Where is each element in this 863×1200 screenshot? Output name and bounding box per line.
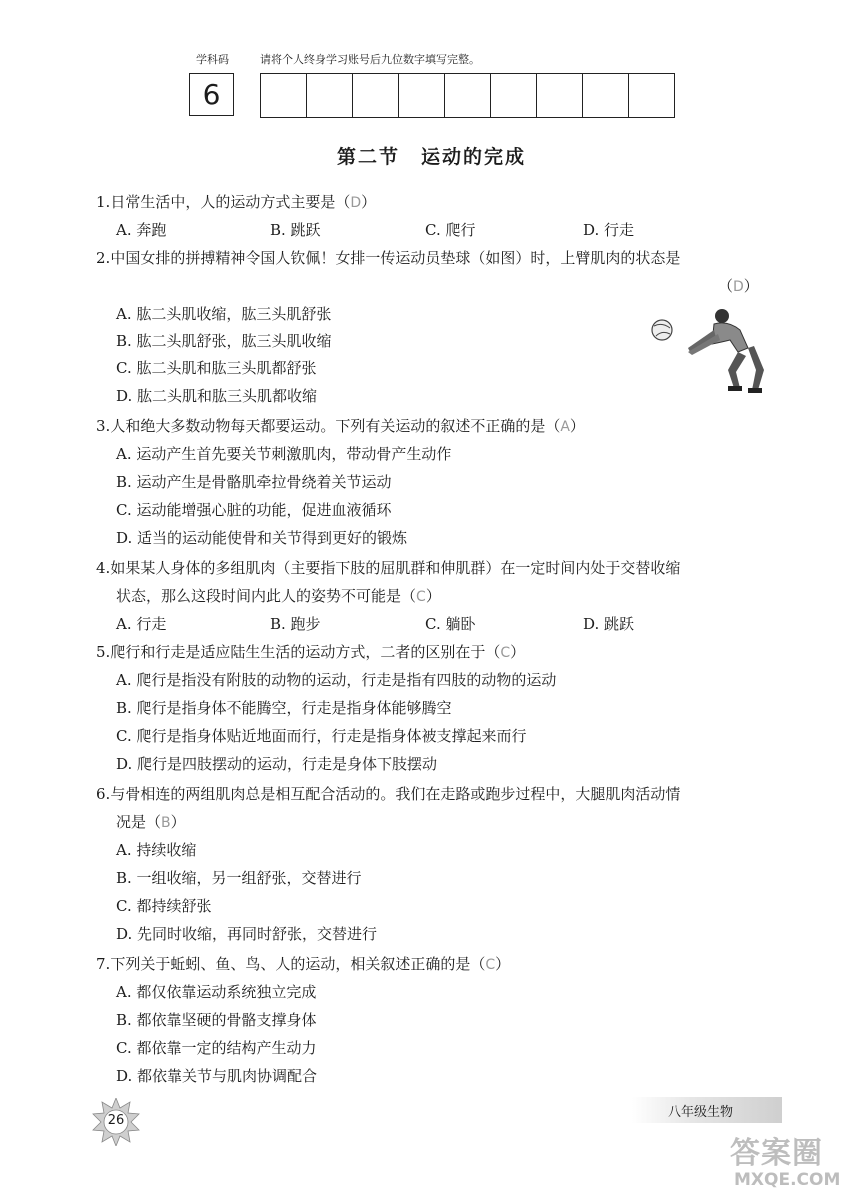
question-number: 1. (96, 193, 111, 211)
question-number: 7. (96, 955, 111, 973)
question-text: 况是 (116, 813, 147, 831)
page-number: 26 (107, 1113, 125, 1128)
question-text: 状态，那么这段时间内此人的姿势不可能是 (116, 587, 402, 605)
option: C. 躺卧 (425, 615, 476, 633)
option: C. 运动能增强心脏的功能，促进血液循环 (116, 501, 392, 519)
question-text: 下列关于蚯蚓、鱼、鸟、人的运动，相关叙述正确的是 (110, 955, 471, 973)
account-digit-box[interactable] (491, 73, 537, 118)
option: C. 爬行是指身体贴近地面而行，行走是指身体被支撑起来而行 (116, 727, 527, 745)
option: A. 爬行是指没有附肢的动物的运动，行走是指有四肢的动物的运动 (116, 671, 557, 689)
question-number: 6. (96, 785, 111, 803)
option: D. 先同时收缩，再同时舒张，交替进行 (116, 925, 378, 943)
option: B. 跳跃 (270, 221, 321, 239)
question-7-stem: 7.下列关于蚯蚓、鱼、鸟、人的运动，相关叙述正确的是（C） (96, 955, 511, 973)
option: D. 跳跃 (583, 615, 635, 633)
question-6-stem (96, 784, 680, 804)
option: D. 适当的运动能使骨和关节得到更好的锻炼 (116, 529, 408, 547)
answer-mark: C (500, 645, 511, 661)
volleyball-player-illustration (650, 300, 770, 395)
subject-code-box: 6 (189, 73, 234, 116)
question-number: 2. (96, 249, 111, 267)
answer-mark: C (485, 957, 496, 973)
account-digit-box[interactable] (445, 73, 491, 118)
answer-mark: D (733, 279, 744, 295)
option: B. 跑步 (270, 615, 321, 633)
question-1-stem: 1.日常生活中，人的运动方式主要是（D） (96, 193, 377, 211)
option: B. 爬行是指身体不能腾空，行走是指身体能够腾空 (116, 699, 452, 717)
account-digit-box[interactable] (261, 73, 307, 118)
question-text: 人和绝大多数动物每天都要运动。下列有关运动的叙述不正确的是 (110, 417, 546, 435)
account-digit-boxes (260, 73, 675, 118)
option: A. 持续收缩 (116, 841, 197, 859)
option: A. 都仅依靠运动系统独立完成 (116, 983, 317, 1001)
option: B. 一组收缩，另一组舒张，交替进行 (116, 869, 362, 887)
volleyball-icon (652, 320, 672, 340)
page-number-badge (92, 1098, 140, 1146)
option: A. 奔跑 (116, 221, 167, 239)
question-text: 中国女排的拼搏精神令国人钦佩！女排一传运动员垫球（如图）时，上臂肌肉的状态是 (110, 249, 681, 267)
option: B. 都依靠坚硬的骨骼支撑身体 (116, 1011, 317, 1029)
question-text: 与骨相连的两组肌肉总是相互配合活动的。我们在走路或跑步过程中，大腿肌肉活动情 (110, 785, 681, 803)
account-digit-box[interactable] (629, 73, 675, 118)
watermark-top: 答案圈 (730, 1136, 823, 1171)
answer-mark: C (416, 589, 426, 605)
answer-bracket: （D） (718, 277, 759, 295)
question-3-stem: 3.人和绝大多数动物每天都要运动。下列有关运动的叙述不正确的是（A） (96, 417, 585, 435)
option: A. 肱二头肌收缩，肱三头肌舒张 (116, 305, 332, 323)
section-title: 第二节 运动的完成 (336, 146, 526, 168)
question-6-stem-cont: 况是（B） (116, 813, 186, 831)
question-5-stem: 5.爬行和行走是适应陆生生活的运动方式，二者的区别在于（C） (96, 643, 526, 661)
account-digit-box[interactable] (537, 73, 583, 118)
answer-mark: A (560, 419, 570, 435)
question-2-stem (96, 248, 680, 268)
question-text: 日常生活中，人的运动方式主要是 (110, 193, 336, 211)
subject-code-label: 学科码 (196, 53, 229, 66)
option: A. 行走 (116, 615, 167, 633)
option: D. 爬行是四肢摆动的运动，行走是身体下肢摆动 (116, 755, 438, 773)
account-digit-box[interactable] (307, 73, 353, 118)
option: D. 行走 (583, 221, 635, 239)
question-number: 3. (96, 417, 111, 435)
option: C. 爬行 (425, 221, 476, 239)
option: B. 运动产生是骨骼肌牵拉骨绕着关节运动 (116, 473, 392, 491)
watermark (730, 1128, 860, 1198)
option: D. 都依靠关节与肌肉协调配合 (116, 1067, 318, 1085)
account-digit-box[interactable] (399, 73, 445, 118)
question-number: 4. (96, 559, 111, 577)
answer-mark: D (350, 195, 362, 211)
account-instruction: 请将个人终身学习账号后九位数字填写完整。 (260, 53, 480, 66)
option: C. 肱二头肌和肱三头肌都舒张 (116, 359, 317, 377)
option: C. 都依靠一定的结构产生动力 (116, 1039, 317, 1057)
grade-subject-label (632, 1097, 782, 1123)
question-text: 爬行和行走是适应陆生生活的运动方式，二者的区别在于 (110, 643, 486, 661)
grade-label-text: 八年级生物 (668, 1104, 734, 1120)
watermark-bottom: MXQE.COM (734, 1170, 841, 1190)
option: C. 都持续舒张 (116, 897, 212, 915)
option: A. 运动产生首先要关节刺激肌肉，带动骨产生动作 (116, 445, 452, 463)
option: B. 肱二头肌舒张，肱三头肌收缩 (116, 332, 332, 350)
account-digit-box[interactable] (583, 73, 629, 118)
question-4-stem (96, 558, 680, 578)
question-number: 5. (96, 643, 111, 661)
account-digit-box[interactable] (353, 73, 399, 118)
question-text: 如果某人身体的多组肌肉（主要指下肢的屈肌群和伸肌群）在一定时间内处于交替收缩 (110, 559, 681, 577)
subject-code-box-row (189, 73, 234, 118)
answer-mark: B (161, 815, 171, 831)
option: D. 肱二头肌和肱三头肌都收缩 (116, 387, 318, 405)
question-4-stem-cont: 状态，那么这段时间内此人的姿势不可能是（C） (116, 587, 441, 605)
